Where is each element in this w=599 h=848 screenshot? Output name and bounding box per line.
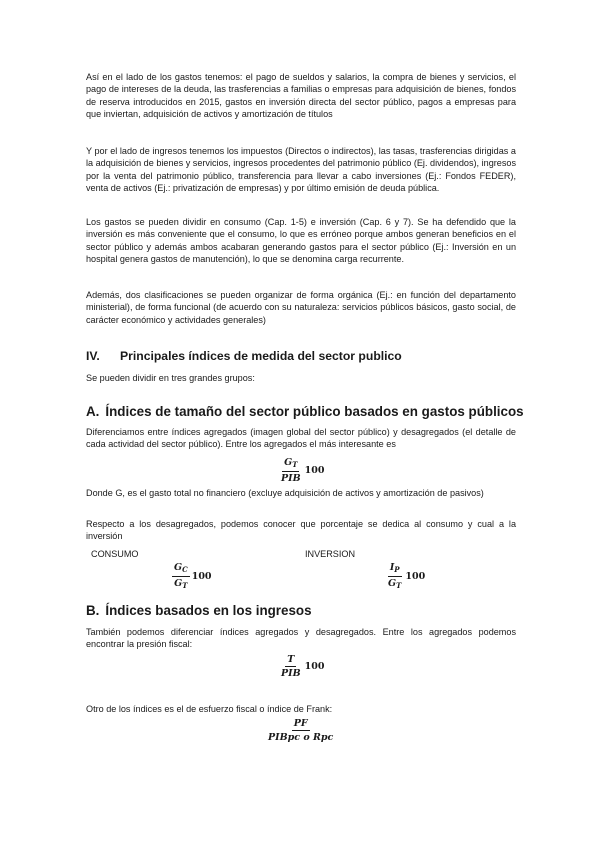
subsection-a-heading xyxy=(86,404,524,419)
section-heading xyxy=(86,349,402,363)
subsection-b-number: B. xyxy=(86,603,100,618)
subsection-b-heading xyxy=(86,603,312,618)
paragraph-clasificaciones: Además, dos clasificaciones se pueden organizar de forma orgánica (Ej.: en función del departamento ministerial), de forma funcional (de acuerdo con su naturaleza: servicios públicos básicos, gasto social, de carácter económico y actividades generales) xyxy=(86,290,516,325)
label-inversion: INVERSION xyxy=(305,549,356,559)
subsection-a-title: Índices de tamaño del sector público basados en gastos públicos xyxy=(105,404,524,419)
formula-inversion: $I_P$ $G_T$ 100 xyxy=(388,562,426,590)
paragraph-ingresos: Y por el lado de ingresos tenemos los impuestos (Directos o indirectos), las tasas, trasferencias dirigidas a la adquisición de bienes y servicios, ingresos procedentes del patrimonio público (Ej. dividendos), ingresos por la venta del patrimonio público, transferencia para llevar a cabo inversiones (Ej.: Fondos FEDER), venta de activos (Ej.: privatización de empresas) y por último emisión de deuda pública. xyxy=(86,146,516,193)
paragraph-gastos: Así en el lado de los gastos tenemos: el pago de sueldos y salarios, la compra de bienes y servicios, el pago de intereses de la deuda, las trasferencias a familias o empresas para adquisición de bienes, fondos de reserva introducidos en 2015, gastos en inversión directa del sector público, pagos a empresas para que inviertan, adquisición de activos y amortización de títulos xyxy=(86,72,516,119)
paragraph-consumo-inversion: Los gastos se pueden dividir en consumo (Cap. 1-5) e inversión (Cap. 6 y 7). Se ha defendido que la inversión es más conveniente que el consumo, lo que es erróneo porque ambos generan beneficios en el sector público y además ambos acabaran generando gastos para el sector público (Ej.: Inversión en un hospital genera gastos de manutención), lo que se denomina carga recurrente. xyxy=(86,217,516,264)
formula-esfuerzo-fiscal: PF PIBpc o Rpc xyxy=(268,718,334,743)
formula-consumo: $G_C$ $G_T$ 100 xyxy=(174,562,212,590)
subsection-a-text3: Respecto a los desagregados, podemos conocer que porcentaje se dedica al consumo y cual a la inversión xyxy=(86,519,516,542)
subsection-a-text1: Diferenciamos entre índices agregados (imagen global del sector público) y desagregados (el detalle de cada actividad del sector público). Entre los agregados el más interesante es xyxy=(86,427,516,450)
formula-gasto-pib: $G_T$ PIB 100 xyxy=(281,457,325,484)
label-consumo: CONSUMO xyxy=(91,549,139,559)
subsection-b-text1: También podemos diferenciar índices agregados y desagregados. Entre los agregados podemos encontrar la presión fiscal: xyxy=(86,627,516,650)
formula-presion-fiscal: T PIB 100 xyxy=(281,654,325,679)
subsection-b-text2: Otro de los índices es el de esfuerzo fiscal o índice de Frank: xyxy=(86,704,333,714)
section-number: IV. xyxy=(86,349,100,363)
section-title: Principales índices de medida del sector publico xyxy=(120,349,402,363)
subsection-a-text2: Donde G, es el gasto total no financiero (excluye adquisición de activos y amortización de pasivos) xyxy=(86,488,484,498)
section-intro: Se pueden dividir en tres grandes grupos: xyxy=(86,373,255,383)
subsection-b-title: Índices basados en los ingresos xyxy=(105,603,312,618)
subsection-a-number: A. xyxy=(86,404,100,419)
